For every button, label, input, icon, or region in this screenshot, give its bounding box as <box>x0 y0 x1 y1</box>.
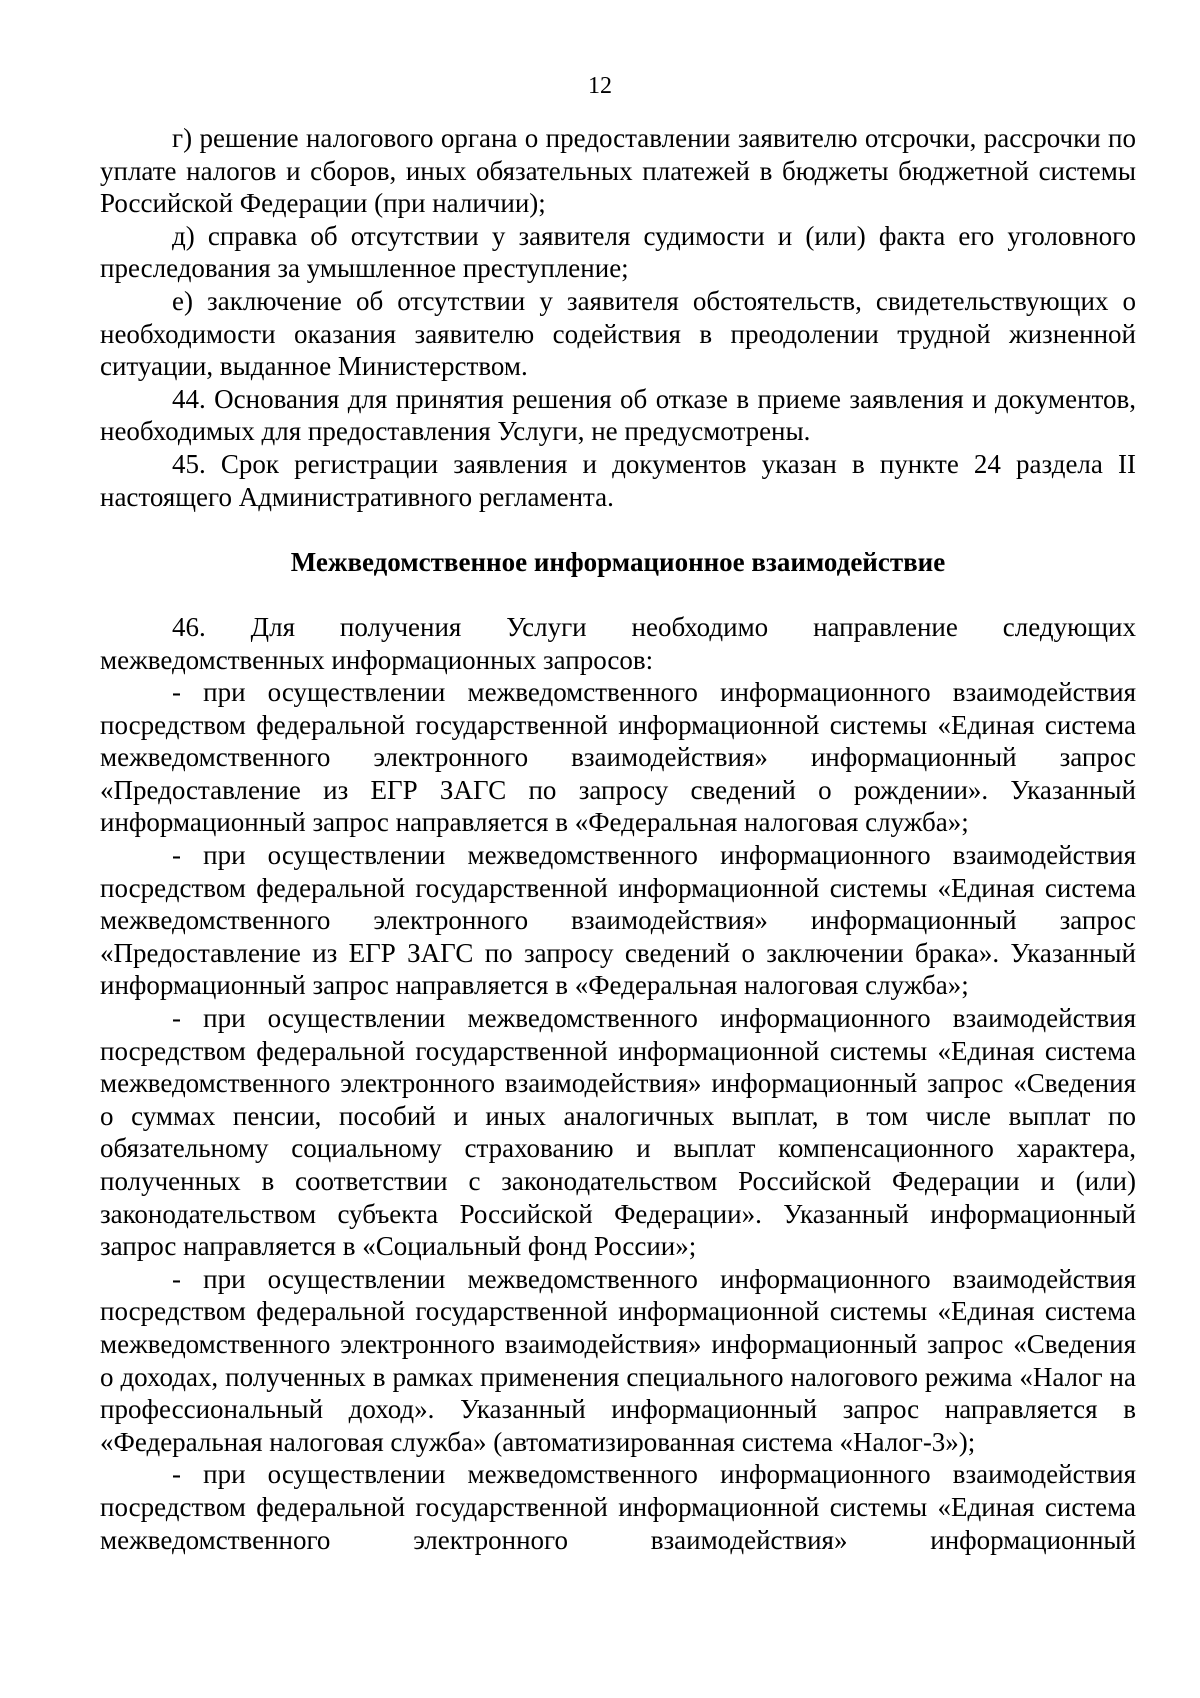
paragraph-item-e: е) заключение об отсутствии у заявителя обстоятельств, свидетельствующих о необходимости оказания заявителю содействия в преодолении трудной жизненной ситуации, выданное Министерством. <box>100 285 1136 382</box>
request-item-continued: - при осуществлении межведомственного информационного взаимодействия посредством федеральной государственной информационной системы «Единая система межведомственного электронного взаимодействия» информационный <box>100 1459 1136 1555</box>
request-item-marriage: - при осуществлении межведомственного информационного взаимодействия посредством федеральной государственной информационной системы «Единая система межведомственного электронного взаимодействия» информационный запрос «Предоставление из ЕГР ЗАГС по запросу сведений о заключении брака». Указанный информационный запрос направляется в «Федеральная налоговая служба»; <box>100 840 1136 1001</box>
paragraph-45: 45. Срок регистрации заявления и документов указан в пункте 24 раздела II настоящего Административного регламента. <box>100 448 1136 512</box>
section-heading: Межведомственное информационное взаимодействие <box>290 546 946 577</box>
page-number: 12 <box>588 73 612 99</box>
request-item-pension: - при осуществлении межведомственного информационного взаимодействия посредством федеральной государственной информационной системы «Единая система межведомственного электронного взаимодействия» информационный запрос «Сведения о суммах пенсии, пособий и иных аналогичных выплат, в том числе выплат по обязательному социальному страхованию и выплат компенсационного характера, полученных в соответствии с законодательством Российской Федерации и (или) законодательством субъекта Российской Федерации». Указанный информационный запрос направляется в «Социальный фонд России»; <box>100 1003 1136 1262</box>
paragraph-46: 46. Для получения Услуги необходимо направление следующих межведомственных информационных запросов: <box>100 611 1136 675</box>
paragraph-item-g: г) решение налогового органа о предоставлении заявителю отсрочки, рассрочки по уплате налогов и сборов, иных обязательных платежей в бюджеты бюджетной системы Российской Федерации (при наличии); <box>100 123 1136 219</box>
document-body <box>100 122 1136 1556</box>
paragraph-item-d: д) справка об отсутствии у заявителя судимости и (или) факта его уголовного преследования за умышленное преступление; <box>100 220 1136 284</box>
paragraph-44: 44. Основания для принятия решения об отказе в приеме заявления и документов, необходимых для предоставления Услуги, не предусмотрены. <box>100 383 1136 447</box>
request-item-birth: - при осуществлении межведомственного информационного взаимодействия посредством федеральной государственной информационной системы «Единая система межведомственного электронного взаимодействия» информационный запрос «Предоставление из ЕГР ЗАГС по запросу сведений о рождении». Указанный информационный запрос направляется в «Федеральная налоговая служба»; <box>100 677 1136 838</box>
request-item-self-employed-income: - при осуществлении межведомственного информационного взаимодействия посредством федеральной государственной информационной системы «Единая система межведомственного электронного взаимодействия» информационный запрос «Сведения о доходах, полученных в рамках применения специального налогового режима «Налог на профессиональный доход». Указанный информационный запрос направляется в «Федеральная налоговая служба» (автоматизированная система «Налог-3»); <box>100 1263 1136 1457</box>
